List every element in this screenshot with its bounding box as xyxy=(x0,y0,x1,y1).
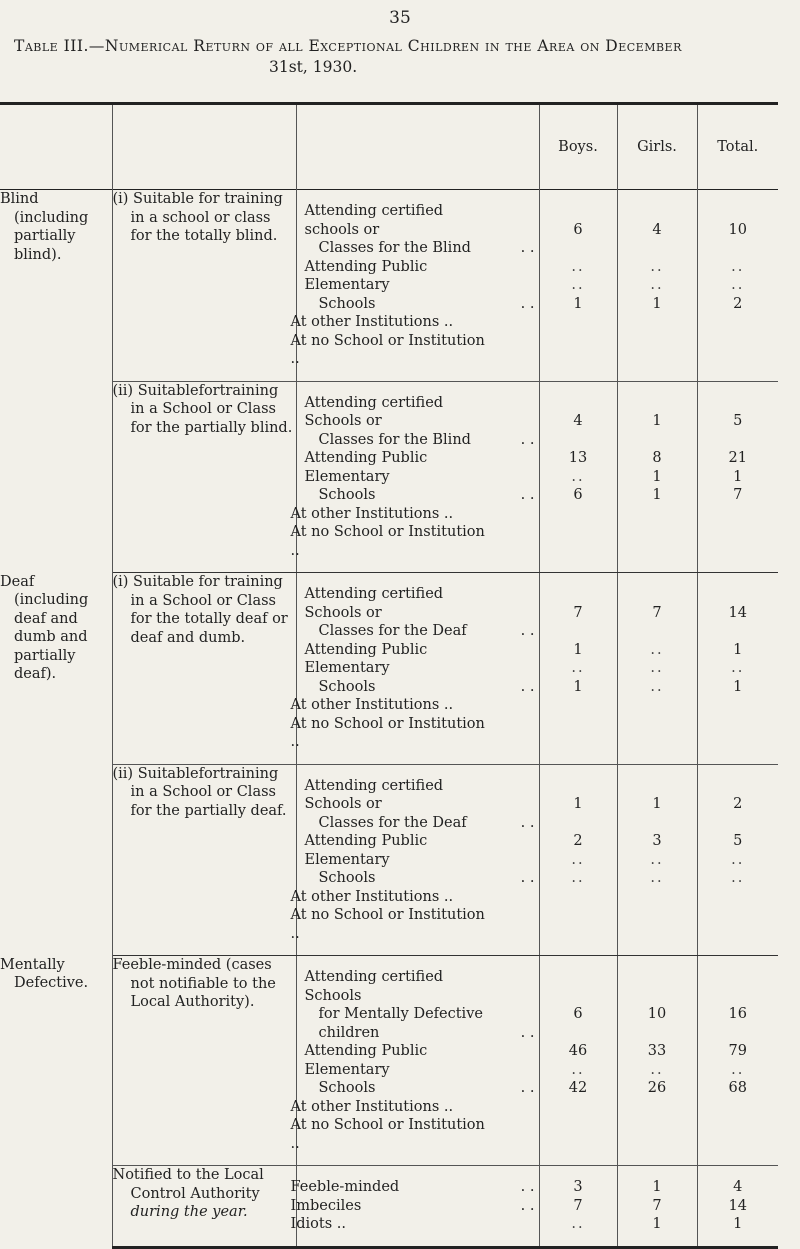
attendance-label xyxy=(297,585,495,641)
attendance-line: Attending Public Elementary xyxy=(304,833,428,868)
attendance-line: Attending Public Elementary xyxy=(304,450,428,485)
total-values xyxy=(698,382,779,517)
table-row xyxy=(0,764,778,956)
table-row xyxy=(0,1166,778,1248)
boys-values xyxy=(540,956,617,1110)
attendance-list xyxy=(290,1166,539,1246)
attendance-line: At other Institutions .. xyxy=(290,1098,454,1115)
header-blank-attendance xyxy=(296,104,539,190)
attendance-line: At no School or Institution .. xyxy=(290,715,485,750)
attendance-line: Classes for the Blind xyxy=(318,431,471,448)
description-label: Notified to the Local Control Authority during the year. xyxy=(112,1167,264,1220)
boys-value: 46 xyxy=(568,1043,588,1059)
boys-values xyxy=(540,1166,617,1246)
total-value: .. xyxy=(731,258,745,275)
total-value: .. xyxy=(731,277,745,293)
girls-value: 7 xyxy=(652,604,662,621)
girls-value: .. xyxy=(650,851,664,868)
leader-dots: . . xyxy=(520,240,535,256)
total-values xyxy=(698,573,779,708)
leader-dots: . . xyxy=(520,870,535,886)
boys-value: 7 xyxy=(573,1197,583,1214)
girls-value: 1 xyxy=(652,487,662,503)
boys-value: 1 xyxy=(573,796,583,812)
leader-dots: . . xyxy=(520,295,535,312)
girls-value: .. xyxy=(650,678,664,695)
attendance-item xyxy=(290,888,539,907)
header-total: Total. xyxy=(717,138,759,155)
total-value: 2 xyxy=(733,796,743,812)
attendance-label xyxy=(297,777,495,833)
total-value: 1 xyxy=(733,468,743,485)
boys-value: .. xyxy=(571,660,585,676)
attendance-label xyxy=(290,313,495,332)
leader-dots: . . xyxy=(520,1024,535,1041)
attendance-line: for Mentally Defective xyxy=(318,1006,483,1022)
attendance-item xyxy=(290,1197,539,1216)
total-values xyxy=(698,1166,779,1246)
girls-value: 1 xyxy=(652,413,662,429)
boys-value: 13 xyxy=(568,450,588,466)
boys-cell xyxy=(539,381,617,573)
attendance-line: Attending certified schools or xyxy=(304,203,444,238)
attendance-line: Attending Public Elementary xyxy=(304,258,428,293)
boys-value: .. xyxy=(571,851,585,868)
total-values xyxy=(698,956,779,1110)
total-value: 7 xyxy=(733,487,743,503)
girls-value: 8 xyxy=(652,450,662,466)
girls-cell xyxy=(617,764,697,956)
category-label: Blind (including partially blind). xyxy=(0,191,89,263)
attendance-line: Schools xyxy=(318,1080,376,1096)
girls-value: 4 xyxy=(652,221,662,238)
girls-cell xyxy=(617,573,697,765)
attendance-label xyxy=(290,332,495,369)
leader-dots: . . xyxy=(520,814,535,831)
attendance-label xyxy=(290,715,495,752)
description-cell xyxy=(112,764,296,956)
attendance-label xyxy=(290,1178,495,1197)
total-values xyxy=(698,765,779,900)
total-cell xyxy=(697,1166,778,1248)
girls-value: 1 xyxy=(652,796,662,812)
attendance-line: At no School or Institution .. xyxy=(290,1117,485,1152)
attendance-label xyxy=(290,906,495,943)
table-row xyxy=(0,956,778,1166)
total-value: 10 xyxy=(728,221,747,238)
attendance-label xyxy=(297,641,495,697)
attendance-label xyxy=(297,968,495,1042)
table-row xyxy=(0,573,778,765)
attendance-line: Schools xyxy=(318,678,376,695)
girls-value: .. xyxy=(650,1061,664,1078)
attendance-item xyxy=(290,332,539,369)
leader-dots: . . xyxy=(520,1179,535,1195)
boys-value: 7 xyxy=(573,604,583,621)
description-label: (i) Suitable for training in a school or class for the totally blind. xyxy=(112,191,283,244)
attendance-item xyxy=(297,1042,539,1098)
attendance-item xyxy=(297,449,539,505)
boys-value: .. xyxy=(571,468,585,485)
attendance-label xyxy=(297,202,495,258)
boys-cell xyxy=(539,764,617,956)
attendance-item xyxy=(297,394,539,450)
attendance-line: Attending certified Schools or xyxy=(304,394,444,429)
attendance-item xyxy=(297,641,539,697)
category-cell xyxy=(0,573,112,956)
attendance-cell xyxy=(290,764,539,956)
total-values xyxy=(698,190,779,325)
attendance-item xyxy=(290,715,539,752)
attendance-item xyxy=(290,505,539,524)
girls-value: 1 xyxy=(652,1216,662,1232)
category-label: Mentally Defective. xyxy=(0,956,89,991)
boys-value: .. xyxy=(571,1061,585,1078)
attendance-item xyxy=(297,968,539,1042)
attendance-item xyxy=(297,258,539,314)
leader-dots: . . xyxy=(520,1080,535,1096)
description-cell xyxy=(112,573,296,765)
leader-dots: . . xyxy=(520,431,535,448)
boys-value: 4 xyxy=(573,413,583,429)
boys-values xyxy=(540,382,617,517)
boys-value: .. xyxy=(571,258,585,275)
description-label: Feeble-minded (cases not notifiable to the Local Authority). xyxy=(112,957,276,1010)
total-value: 79 xyxy=(728,1043,747,1059)
girls-values xyxy=(618,382,697,517)
girls-values xyxy=(618,1166,697,1246)
girls-cell xyxy=(617,190,697,382)
attendance-label xyxy=(297,832,495,888)
attendance-label xyxy=(297,449,495,505)
girls-values xyxy=(618,765,697,900)
attendance-line: At no School or Institution .. xyxy=(290,332,485,367)
attendance-list xyxy=(290,382,539,573)
attendance-list xyxy=(290,765,539,956)
table-row xyxy=(0,190,778,382)
boys-value: .. xyxy=(571,277,585,293)
attendance-cell xyxy=(290,381,539,573)
girls-value: 1 xyxy=(652,468,662,485)
attendance-line: Feeble-minded xyxy=(290,1179,400,1195)
girls-values xyxy=(618,190,697,325)
attendance-cell xyxy=(290,190,539,382)
total-value: 1 xyxy=(733,678,743,695)
leader-dots: . . xyxy=(520,1197,535,1214)
description-label: (i) Suitable for training in a School or Class for the totally deaf or deaf and dumb. xyxy=(112,574,288,646)
total-value: .. xyxy=(731,660,745,676)
boys-cell xyxy=(539,573,617,765)
leader-dots: . . xyxy=(520,678,535,695)
boys-value: 6 xyxy=(573,1006,583,1022)
attendance-item xyxy=(290,1098,539,1117)
description-label: (ii) Suitablefortraining in a School or Class for the partially blind. xyxy=(112,382,293,436)
attendance-label xyxy=(290,505,495,524)
girls-value: .. xyxy=(650,660,664,676)
category-label: Deaf (including deaf and dumb and partially deaf). xyxy=(0,573,89,682)
boys-cell xyxy=(539,956,617,1166)
boys-values xyxy=(540,190,617,325)
header-blank-description xyxy=(112,104,296,190)
attendance-line: Attending certified Schools or xyxy=(304,777,444,812)
attendance-item xyxy=(290,1116,539,1153)
girls-value: 26 xyxy=(647,1080,667,1096)
boys-cell xyxy=(539,190,617,382)
leader-dots: . . xyxy=(520,623,535,639)
attendance-line: children xyxy=(318,1024,380,1041)
table-title xyxy=(14,36,788,78)
boys-value: 6 xyxy=(573,221,583,238)
girls-cell xyxy=(617,956,697,1166)
description-cell xyxy=(112,956,296,1166)
total-value: 4 xyxy=(733,1179,743,1195)
attendance-item xyxy=(290,696,539,715)
description-cell xyxy=(112,1166,296,1248)
boys-values xyxy=(540,765,617,900)
girls-value: .. xyxy=(650,277,664,293)
girls-value: 3 xyxy=(652,833,662,849)
attendance-line: Classes for the Deaf xyxy=(318,814,467,831)
attendance-label xyxy=(290,1197,495,1216)
boys-value: 1 xyxy=(573,295,583,312)
girls-value: 10 xyxy=(647,1006,667,1022)
girls-value: .. xyxy=(650,258,664,275)
girls-cell xyxy=(617,381,697,573)
total-cell xyxy=(697,956,778,1166)
boys-values xyxy=(540,573,617,708)
boys-value: .. xyxy=(571,870,585,886)
girls-value: 7 xyxy=(652,1197,662,1214)
attendance-line: Attending Public Elementary xyxy=(304,1043,428,1078)
attendance-line: At other Institutions .. xyxy=(290,888,454,905)
boys-value: 2 xyxy=(573,833,583,849)
numerical-return-table xyxy=(0,102,778,1249)
attendance-label xyxy=(290,1098,495,1117)
attendance-line: Attending certified Schools or xyxy=(304,586,444,621)
boys-value: 1 xyxy=(573,678,583,695)
attendance-item xyxy=(290,313,539,332)
boys-cell xyxy=(539,1166,617,1248)
attendance-label xyxy=(297,258,495,314)
attendance-line: At other Institutions .. xyxy=(290,505,454,522)
total-value: 5 xyxy=(733,413,743,429)
total-cell xyxy=(697,190,778,382)
total-cell xyxy=(697,381,778,573)
header-row xyxy=(0,104,778,190)
description-cell xyxy=(112,381,296,573)
boys-value: .. xyxy=(571,1216,585,1232)
total-value: 2 xyxy=(733,295,743,312)
total-cell xyxy=(697,764,778,956)
attendance-line: Imbeciles xyxy=(290,1197,362,1214)
boys-value: 42 xyxy=(568,1080,588,1096)
total-value: 68 xyxy=(728,1080,747,1096)
attendance-line: Schools xyxy=(318,487,376,503)
boys-value: 3 xyxy=(573,1179,583,1195)
attendance-label xyxy=(290,696,495,715)
attendance-line: Attending Public Elementary xyxy=(304,641,428,676)
header-girls: Girls. xyxy=(617,104,697,190)
header-boys: Boys. xyxy=(539,104,617,190)
category-cell xyxy=(0,190,112,573)
attendance-line: At other Institutions .. xyxy=(290,697,454,713)
attendance-line: Classes for the Deaf xyxy=(318,623,467,639)
attendance-cell xyxy=(290,573,539,765)
table-title-date: 31st, 1930. xyxy=(269,58,358,76)
attendance-line: At no School or Institution .. xyxy=(290,524,485,559)
total-value: .. xyxy=(731,851,745,868)
attendance-item xyxy=(290,523,539,560)
boys-value: 1 xyxy=(573,641,583,658)
description-label: (ii) Suitablefortraining in a School or Class for the partially deaf. xyxy=(112,765,287,819)
attendance-label xyxy=(297,1042,495,1098)
category-cell xyxy=(0,956,112,1248)
attendance-item xyxy=(297,832,539,888)
total-cell xyxy=(697,573,778,765)
total-value: .. xyxy=(731,1061,745,1078)
attendance-line: Attending certified Schools xyxy=(304,969,444,1004)
attendance-list xyxy=(290,573,539,764)
attendance-item xyxy=(297,202,539,258)
girls-values xyxy=(618,573,697,708)
attendance-item xyxy=(297,585,539,641)
attendance-cell xyxy=(290,1166,539,1248)
attendance-cell xyxy=(290,956,539,1166)
attendance-item xyxy=(297,777,539,833)
header-blank-category xyxy=(0,104,112,190)
leader-dots: . . xyxy=(520,487,535,503)
table-row xyxy=(0,381,778,573)
attendance-label xyxy=(290,523,495,560)
description-italic: during the year. xyxy=(130,1204,248,1220)
attendance-label xyxy=(290,1116,495,1153)
description-cell xyxy=(112,190,296,382)
girls-value: .. xyxy=(650,870,664,886)
attendance-list xyxy=(290,190,539,381)
total-value: 21 xyxy=(728,450,747,466)
total-value: 14 xyxy=(728,604,747,621)
total-value: 16 xyxy=(728,1006,747,1022)
attendance-line: Idiots .. xyxy=(290,1216,346,1232)
attendance-item xyxy=(290,1178,539,1197)
total-value: .. xyxy=(731,870,745,886)
attendance-line: Schools xyxy=(318,870,376,886)
attendance-line: Schools xyxy=(318,295,376,312)
boys-value: 6 xyxy=(573,487,583,503)
girls-value: .. xyxy=(650,641,664,658)
girls-value: 1 xyxy=(652,1179,662,1195)
girls-values xyxy=(618,956,697,1110)
attendance-item xyxy=(290,1215,539,1234)
total-value: 14 xyxy=(728,1197,747,1214)
attendance-list xyxy=(290,956,539,1165)
girls-value: 1 xyxy=(652,295,662,312)
total-value: 1 xyxy=(733,641,743,658)
table-title-main: Table III.—Numerical Return of all Exceptional Children in the Area on December xyxy=(14,37,682,55)
attendance-label xyxy=(290,1215,495,1234)
attendance-label xyxy=(297,394,495,450)
girls-cell xyxy=(617,1166,697,1248)
total-value: 1 xyxy=(733,1216,743,1232)
girls-value: 33 xyxy=(647,1043,667,1059)
attendance-line: At no School or Institution .. xyxy=(290,907,485,942)
attendance-label xyxy=(290,888,495,907)
attendance-line: Classes for the Blind xyxy=(318,240,471,256)
attendance-item xyxy=(290,906,539,943)
total-value: 5 xyxy=(733,833,743,849)
page-number: 35 xyxy=(389,8,411,28)
attendance-line: At other Institutions .. xyxy=(290,314,454,330)
